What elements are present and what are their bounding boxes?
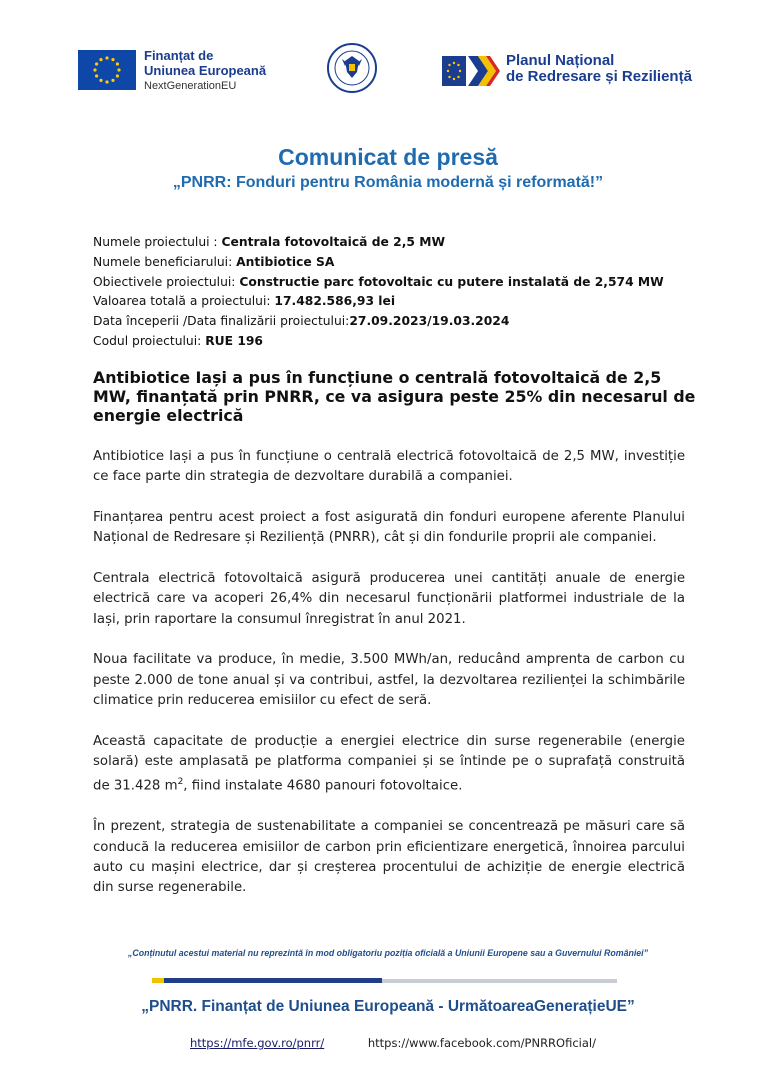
article-headline: Antibiotice Iași a pus în funcțiune o centrală fotovoltaică de 2,5 MW, finanțată prin PNRR, ce va asigura peste 25% din necesarul de energie electrică [93, 368, 696, 425]
eu-flag-icon [78, 50, 136, 90]
paragraph-text: , fiind instalate 4680 panouri fotovoltaice. [183, 778, 463, 794]
meta-label: Obiectivele proiectului: [93, 274, 240, 289]
meta-label: Numele proiectului : [93, 235, 222, 249]
disclaimer: „Conținutul acestui material nu reprezintă în mod obligatoriu poziția oficială a Uniunii Europene sau a Guvernului României” [127, 948, 649, 958]
footer-links [190, 1036, 596, 1050]
paragraph: Noua facilitate va produce, în medie, 3.500 MWh/an, reducând amprenta de carbon cu peste 2.000 de tone anual și va contribui, astfel, la dezvoltarea rezilienței la schimbările climatice prin reducerea emisiilor cu efect de seră. [93, 652, 685, 708]
paragraph-text: Această capacitate de producție a energiei electrice din surse regenerabile (energie solară) este amplasată pe platforma companiei și se întinde pe o suprafață construită de 31.428 m [93, 733, 685, 794]
eu-logo-line1: Finanțat de [144, 48, 214, 63]
eu-logo-text [144, 48, 294, 94]
pnrr-logo-line2: de Redresare și Reziliență [506, 68, 692, 85]
meta-value: Antibiotice SA [236, 254, 335, 269]
meta-value: 27.09.2023/19.03.2024 [349, 314, 510, 329]
total-value-row [93, 292, 713, 312]
project-code-row [93, 332, 713, 352]
paragraph: Antibiotice Iași a pus în funcțiune o centrală electrică fotovoltaică de 2,5 MW, investiție ce face parte din strategia de dezvoltare durabilă a companiei. [93, 449, 685, 485]
article-body [93, 447, 685, 919]
government-seal-icon [326, 42, 378, 94]
project-name-row [93, 233, 713, 253]
page-subtitle: „PNRR: Fonduri pentru România modernă și reformată!” [172, 174, 604, 191]
facebook-link[interactable]: https://www.facebook.com/PNRROficial/ [367, 1036, 596, 1050]
paragraph: Centrala electrică fotovoltaică asigură producerea unei cantități anuale de energie electrică care va acoperi 26,4% din necesarul funcționării platformei industriale de la Iași, prin raportare la consumul înregistrat în anul 2021. [93, 570, 685, 627]
beneficiary-row [93, 253, 713, 273]
superscript: 2 [177, 777, 184, 788]
paragraph: Finanțarea pentru acest proiect a fost asigurată din fonduri europene aferente Planului Național de Redresare și Reziliență (PNRR), cât și din fondurile proprii ale companiei. [93, 509, 685, 546]
meta-label: Data începerii /Data finalizării proiectului: [93, 314, 350, 329]
meta-value: RUE 196 [205, 333, 263, 348]
paragraph [93, 732, 685, 797]
meta-label: Codul proiectului: [93, 333, 206, 348]
pnrr-logo-text [506, 53, 692, 85]
meta-value: Constructie parc fotovoltaic cu putere instalată de 2,574 MW [239, 274, 664, 289]
objectives-row [93, 273, 713, 293]
eu-logo-line2: Uniunea Europeană [144, 63, 267, 78]
page-title: Comunicat de presă [278, 144, 498, 170]
meta-label: Valoarea totală a proiectului: [93, 294, 275, 309]
eu-logo-line3: NextGenerationEU [144, 80, 237, 92]
pnrr-logo-line1: Planul Național [506, 52, 615, 69]
meta-label: Numele beneficiarului: [93, 254, 237, 269]
meta-value: 17.482.586,93 lei [274, 294, 396, 309]
dates-row [93, 312, 713, 332]
footer-slogan: „PNRR. Finanțat de Uniunea Europeană - UrmătoareaGenerațieUE” [141, 998, 635, 1015]
pnrr-logo-icon [442, 54, 500, 88]
meta-value: Centrala fotovoltaică de 2,5 MW [221, 235, 446, 249]
mfe-link[interactable]: https://mfe.gov.ro/pnrr/ [190, 1036, 325, 1050]
footer-divider [152, 978, 617, 984]
project-details [93, 233, 713, 352]
paragraph: În prezent, strategia de sustenabilitate a companiei se concentrează pe măsuri care să conducă la reducerea emisiilor de carbon prin eficientizare energetică, înnoirea parcului auto cu mașini electrice, dar și creșterea procentului de achiziție de energie electrică din surse regenerabile. [93, 819, 685, 896]
